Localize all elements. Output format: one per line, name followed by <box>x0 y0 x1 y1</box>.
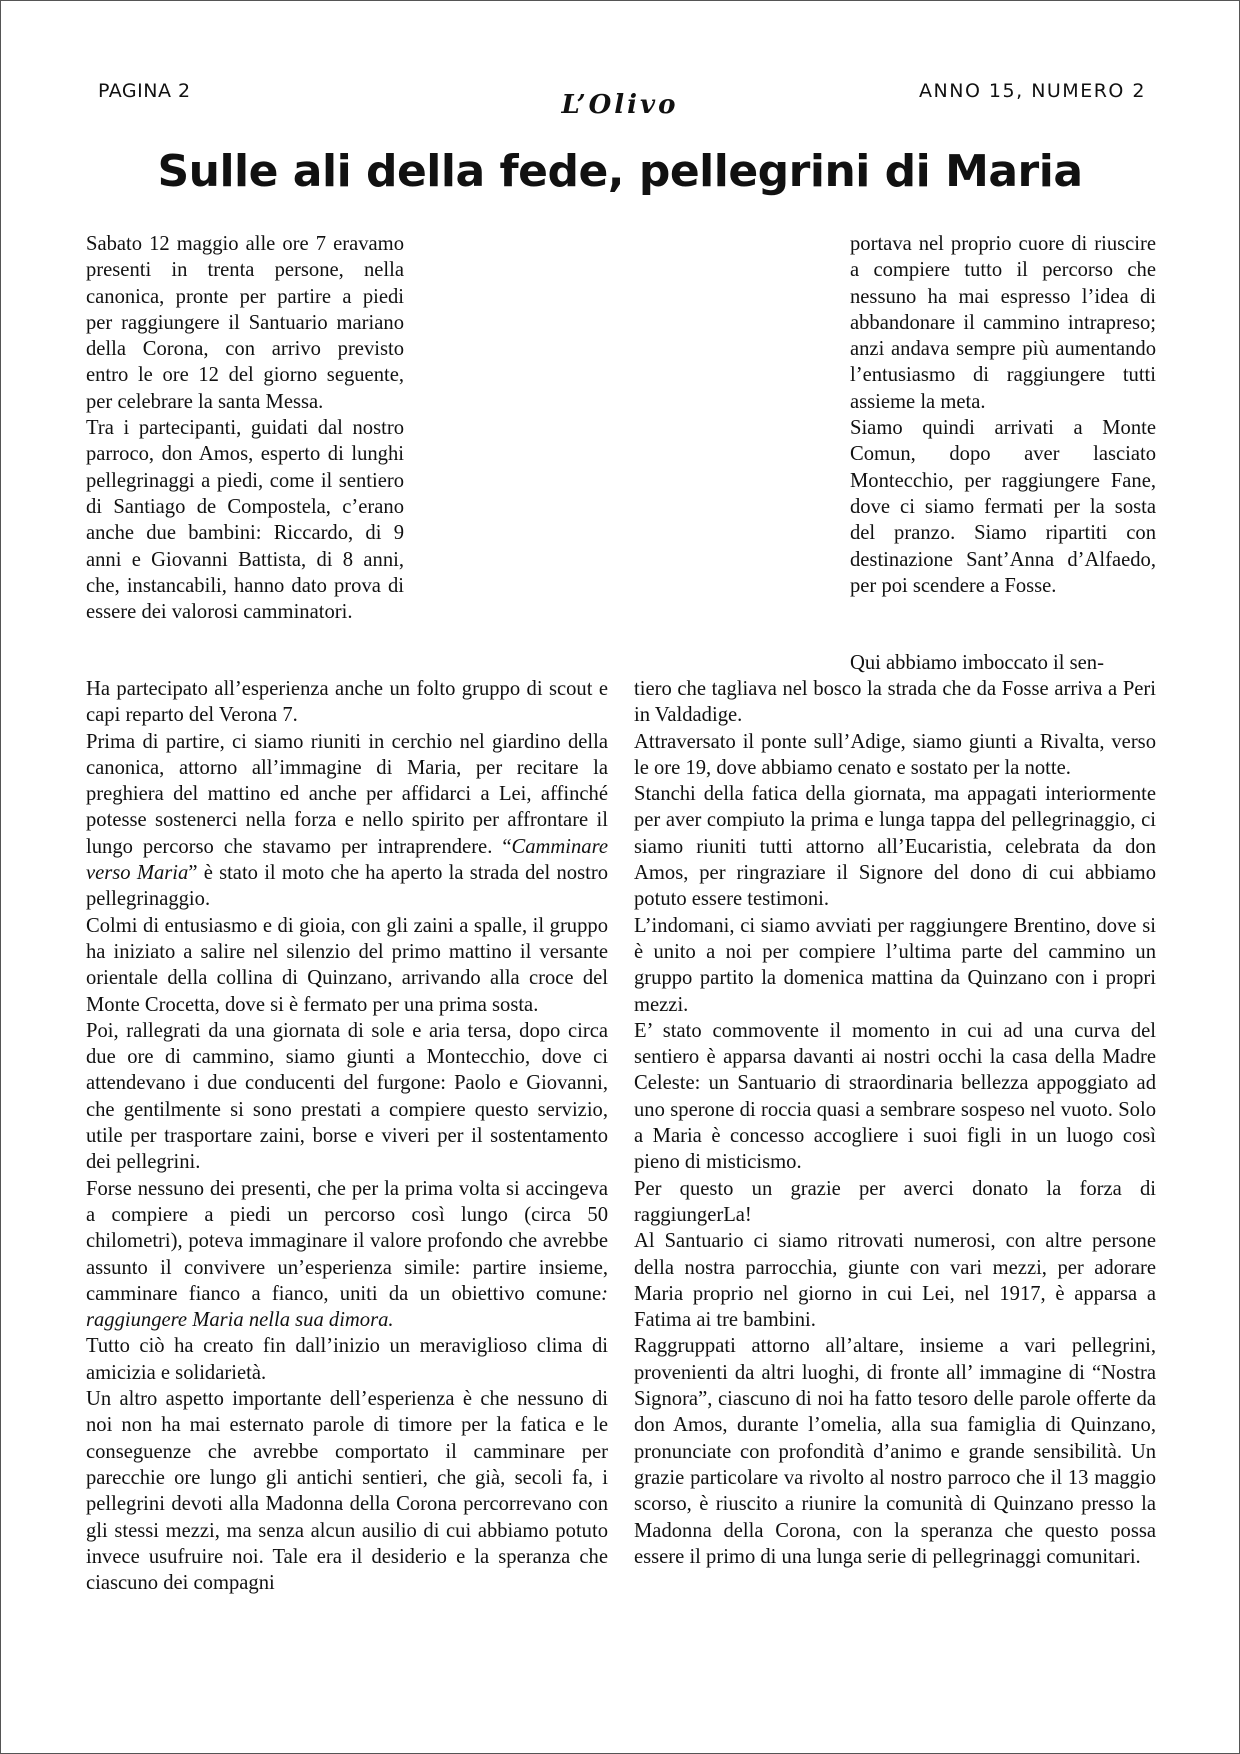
paragraph <box>86 1176 608 1334</box>
right-lead-line: Qui abbiamo imboccato il sen- <box>850 652 1104 674</box>
left-wide-column <box>86 676 608 1596</box>
paragraph: Un altro aspetto importante dell’esperienza è che nessuno di noi non ha mai esternato parole di timore per la fatica e le conseguenze che avrebbe comportato il camminare per parecchie ore lungo gli antichi sentieri, che già, secoli fa, i pellegrini devoti alla Madonna della Corona percorrevano con gli stessi mezzi, ma senza alcun ausilio di cui abbiamo potuto invece usufruire noi. Tale era il desiderio e la speranza che ciascuno dei compagni <box>86 1388 608 1595</box>
paragraph: portava nel proprio cuore di riuscire a compiere tutto il percorso che nessuno ha mai espresso l’idea di abbandonare il cammino intrapreso; anzi andava sempre più aumentando l’entusiasmo di raggiungere tutti assieme la meta. <box>850 233 1156 413</box>
article-headline: Sulle ali della fede, pellegrini di Maria <box>157 146 1083 197</box>
paragraph: L’indomani, ci siamo avviati per raggiungere Brentino, dove si è unito a noi per compiere l’ultima parte del cammino un gruppo partito la domenica mattina da Quinzano con i propri mezzi. <box>634 914 1156 1016</box>
paragraph: Al Santuario ci siamo ritrovati numerosi, con altre persone della nostra parrocchia, giunte con vari mezzi, per adorare Maria proprio nel giorno in cui Lei, nel 1917, è apparsa a Fatima ai tre bambini. <box>634 1230 1156 1332</box>
page-number-label: PAGINA 2 <box>98 80 191 102</box>
paragraph: tiero che tagliava nel bosco la strada che da Fosse arriva a Peri in Valdadige. <box>634 678 1156 727</box>
text-run: Prima di partire, ci siamo riuniti in cerchio nel giardino della canonica, attorno all’immagine di Maria, per recitare la preghiera del mattino ed anche per affidarci a Lei, affinché potesse sostenerci nella forza e nello spirito per affrontare il lungo percorso che stavamo per intraprendere. “ <box>86 730 608 858</box>
paragraph: Per questo un grazie per averci donato la forza di raggiungerLa! <box>634 1177 1156 1226</box>
text-run: ” è stato il moto che ha aperto la strada del nostro pellegrinaggio. <box>86 862 608 911</box>
paragraph: Colmi di entusiasmo e di gioia, con gli zaini a spalle, il gruppo ha iniziato a salire nel silenzio del primo mattino il versante orientale della collina di Quinzano, arrivando alla croce del Monte Crocetta, dove si è fermato per una prima sosta. <box>86 914 608 1016</box>
paragraph: Sabato 12 maggio alle ore 7 eravamo presenti in trenta persone, nella canonica, pronte per partire a piedi per raggiungere il Santuario mariano della Corona, con arrivo previsto entro le ore 12 del giorno seguente, per celebrare la santa Messa. <box>86 233 404 413</box>
paragraph: Ha partecipato all’esperienza anche un folto gruppo di scout e capi reparto del Verona 7. <box>86 678 608 727</box>
italic-quote: Camminare verso Maria <box>86 835 608 885</box>
paragraph: Stanchi della fatica della giornata, ma appagati interiormente per aver compiuto la prima e lunga tappa del pellegrinaggio, ci siamo riuniti tutti attorno all’Eucaristia, celebrata da don Amos, per ringraziare il Signore del dono di cui abbiamo potuto essere testimoni. <box>634 783 1156 911</box>
masthead-title: L’Olivo <box>561 90 679 120</box>
paragraph: E’ stato commovente il momento in cui ad una curva del sentiero è apparsa davanti ai nostri occhi la casa della Madre Celeste: un Santuario di straordinaria bellezza appoggiato ad uno sperone di roccia quasi a sembrare sospeso nel vuoto. Solo a Maria è concesso accogliere i suoi figli in un luogo così pieno di misticismo. <box>634 1019 1156 1174</box>
text-run: Forse nessuno dei presenti, che per la prima volta si accingeva a compiere a piedi un percorso così lungo (circa 50 chilometri), poteva immaginare il valore profondo che avrebbe assunto il convivere un’esperienza simile: partire insieme, camminare fianco a fianco, uniti da un obiettivo comune <box>86 1177 608 1305</box>
paragraph: Tutto ciò ha creato fin dall’inizio un meraviglioso clima di amicizia e solidarietà. <box>86 1335 608 1384</box>
italic-phrase: : raggiungere Maria nella sua dimora. <box>86 1282 608 1332</box>
paragraph <box>86 729 608 913</box>
paragraph: Attraversato il ponte sull’Adige, siamo giunti a Rivalta, verso le ore 19, dove abbiamo cenato e sostato per la notte. <box>634 730 1156 779</box>
paragraph: Tra i partecipanti, guidati dal nostro parroco, don Amos, esperto di lunghi pellegrinaggi a piedi, come il sentiero di Santiago de Compostela, c’erano anche due bambini: Riccardo, di 9 anni e Giovanni Battista, di 8 anni, che, instancabili, hanno dato prova di essere dei valorosi camminatori. <box>86 417 404 624</box>
left-narrow-column <box>86 231 404 625</box>
paragraph: Siamo quindi arrivati a Monte Comun, dopo aver lasciato Montecchio, per raggiungere Fane, dove ci siamo fermati per la sosta del pranzo. Siamo ripartiti con destinazione Sant’Anna d’Alfaedo, per poi scendere a Fosse. <box>850 417 1156 597</box>
issue-label: ANNO 15, NUMERO 2 <box>919 80 1146 102</box>
paragraph: Raggruppati attorno all’altare, insieme a vari pellegrini, provenienti da altri luoghi, di fronte all’ immagine di “Nostra Signora”, ciascuno di noi ha fatto tesoro delle parole offerte da don Amos, durante l’omelia, alla sua famiglia di Quinzano, pronunciate con profondità d’animo e grande sensibilità. Un grazie particolare va rivolto al nostro parroco che il 13 maggio scorso, è riuscito a riunire la comunità di Quinzano presso la Madonna della Corona, con la speranza che questo possa essere il primo di una lunga serie di pellegrinaggi comunitari. <box>634 1335 1156 1568</box>
right-narrow-column <box>850 231 1156 599</box>
paragraph: Poi, rallegrati da una giornata di sole e aria tersa, dopo circa due ore di cammino, siamo giunti a Montecchio, dove ci attendevano i due conducenti del furgone: Paolo e Giovanni, che gentilmente si sono prestati a compiere questo servizio, utile per trasportare zaini, borse e viveri per il sostentamento dei pellegrini. <box>86 1019 608 1174</box>
right-wide-column <box>634 676 1156 1570</box>
